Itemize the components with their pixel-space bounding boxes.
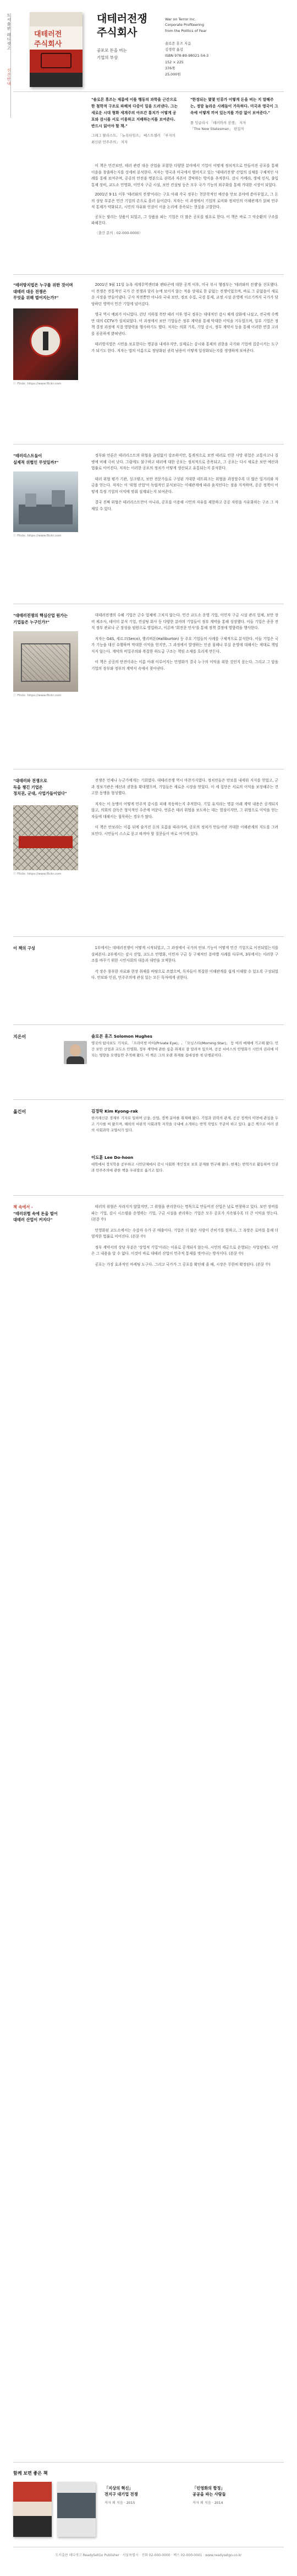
- cover-illustration: [41, 53, 72, 68]
- excerpt-p2: 민영화된 교도소에서는 수감자 수가 곧 매출이다. 기업은 더 많은 사람이 갇히기를 원하고, 그 욕망은 로비를 통해 더 엄격한 법률로 이어진다. (본문 中): [91, 1228, 278, 1239]
- related-book2-title[interactable]: [193, 2485, 226, 2497]
- excerpt-p1: 테러의 위협은 사라지지 않았지만, 그 위협을 관리한다는 명목으로 만들어진 산업은 날로 번창하고 있다. 보안 장비를 파는 기업, 감시 시스템을 운영하는 기업, 구금 시설을 관리하는 기업은 모두 공포가 지속될수록 더 큰 이익을 얻는다. (본문 中): [91, 1205, 278, 1222]
- section5-heading: [13, 945, 84, 952]
- intro: [91, 163, 278, 236]
- section4-heading: [13, 778, 84, 797]
- translator2-block: [91, 1154, 278, 1174]
- book-title-line1: 대테러전쟁: [97, 13, 147, 25]
- intro-tail: 〈출간 문의 : 02-000-0000〉: [95, 230, 143, 235]
- subtitle-line1: 공포로 돈을 버는: [97, 48, 127, 53]
- section1-body: [91, 282, 278, 359]
- section3-heading: [13, 612, 84, 625]
- s1-p2: 영국 역시 예외가 아니었다. 런던 지하철 폭탄 테러 이후 영국 정부는 대대적인 감시 체계 강화에 나섰고, 전국에 수백만 대의 CCTV가 설치되었다. 이 과정에서 보안 기업들은 정부 계약을 통해 막대한 이익을 거두었으며, 일부 기업은 정책 결정 과정에 직접 영향력을 행사하기도 했다. 저자는 의회 기록, 기업 공시, 정부 계약서 등을 통해 이러한 연결 고리를 꼼꼼하게 밝혀낸다.: [91, 312, 278, 336]
- meta-pages: 376쪽: [165, 66, 175, 70]
- excerpt-head-l2: "테러위협 속에 돈을 벌어: [13, 1211, 58, 1216]
- s3-head-l1: "대테러전쟁의 핵심산업 원가는: [13, 613, 68, 618]
- section1-caption: ⓒ Flickr. https://www.flickr.com: [13, 382, 62, 386]
- s4-p1: 전쟁은 언제나 누군가에게는 기회였다. 대테러전쟁 역시 마찬가지였다. 정치인들은 안보를 내세워 지지를 얻었고, 군과 정보기관은 예산과 권한을 확대했으며, 기업들은 새로운 시장을 얻었다. 이 세 집단은 서로의 이익을 보장해주는 견고한 동맹을 형성했다.: [91, 778, 278, 796]
- s4-p2: 저자는 이 동맹이 어떻게 민주적 감시를 피해 작동하는지 추적한다. 기밀 유지라는 명분 아래 계약 내용은 공개되지 않고, 의회의 감독은 형식적인 수준에 머문다. 언론은 테러 위협을 보도하는 데는 열심이지만, 그 위협으로 이익을 얻는 자들에 대해서는 침묵하는 경우가 많다.: [91, 801, 278, 819]
- s4-head-l3: 정치권, 군대, 사업가들이었다": [13, 791, 67, 796]
- meta-author: 솔로몬 휴즈 지음: [165, 41, 191, 46]
- s1-head-l3: 무엇을 위해 벌어지는가?": [13, 295, 59, 301]
- section1-image: [13, 308, 78, 380]
- intro-p1: 이 책은 민간보안, 테러 관련 대응 산업을 포함한 다양한 분야에서 기업이 어떻게 정치적으로 만들어진 공포를 통해 이윤을 창출하는지를 상세히 분석한다. 저자는 영국과 미국에서 벌어지고 있는 '대테러전쟁' 산업의 실체를 구체적인 사례를 통해 보여주며, 공공의 안전을 명분으로 권력과 자본이 결탁하는 방식을 추적한다. 감시 카메라, 생체 인식, 출입 통제 장비, 교도소 민영화, 이민자 구금 시설, 보안 컨설팅 등은 모두 국가 기능의 외주화를 통해 거대한 시장이 되었다.: [91, 164, 278, 187]
- divider: [13, 1024, 284, 1025]
- cover-title-line2: 주식회사: [34, 40, 62, 48]
- s1-head-l2: 대테러 대응 전쟁은: [13, 289, 47, 294]
- s3-head-l2: 기업들은 누구인가?": [13, 619, 50, 625]
- section2-heading: [13, 453, 84, 465]
- quote-right: [190, 97, 278, 132]
- s2-p1: 정부와 언론은 테러리스트의 위협을 끊임없이 강조하지만, 통계적으로 보면 테러로 인한 사망 위험은 교통사고나 질병에 비해 극히 낮다. 그럼에도 불구하고 테러에 대한 공포는 정치적으로 증폭되고, 그 공포는 다시 새로운 보안 예산과 법률로 이어진다. 저자는 이러한 공포의 정치가 어떻게 생산되고 유통되는지 분석한다.: [91, 453, 278, 471]
- s3-p3: 이 책은 공공의 안전이라는 이름 아래 이루어지는 민영화가 결국 누구의 이익을 위한 것인지 묻는다. 그리고 그 답을 기업의 장부와 정부의 계약서 속에서 찾아낸다.: [91, 660, 278, 671]
- s2-head-l1: "테러리스트들이: [13, 453, 42, 458]
- author-bio: 영국의 탐사보도 기자로, 「프라이빗 아이(Private Eye)」, 「모닝스타(Morning Star)」 등 여러 매체에 기고해 왔다. 민간 보안 산업과 교도소 민영화, 정부 계약에 관한 심층 취재로 잘 알려져 있으며, 공공 서비스의 민영화가 시민의 권리에 미치는 영향을 오랫동안 추적해 왔다. 이 책은 그의 오랜 취재를 집대성한 첫 단행본이다.: [91, 1040, 278, 1057]
- section4-image: [13, 805, 78, 870]
- divider: [13, 1195, 284, 1196]
- vertical-tab: [4, 13, 11, 118]
- en-line3: from the Politics of Fear: [165, 28, 207, 33]
- book-title-line2: 주식회사: [97, 26, 138, 39]
- related-book2-title-l1: 「민영화의 함정」: [193, 2486, 225, 2491]
- quote-right-source2: 「The New Statesman」 편집자: [190, 126, 244, 131]
- new-release-vertical-label: 신간안내: [7, 68, 12, 86]
- related-book1-title[interactable]: [105, 2485, 138, 2497]
- divider: [13, 936, 284, 937]
- related-book1-cover[interactable]: [13, 2482, 52, 2537]
- s1-head-l1: "테러방지법은 누구를 위한 것이며: [13, 283, 73, 288]
- translator1-bio: 한겨레신문 경제부 기자로 일하며 금융, 산업, 정책 분야를 취재해 왔다. 기업과 권력의 관계, 공공 정책의 이면에 관심을 두고 기사를 써 왔으며, 해외의 비판적 사회과학 저작을 국내에 소개하는 번역 작업도 꾸준히 하고 있다. 옮긴 책으로 여러 권의 사회과학 교양서가 있다.: [91, 1115, 278, 1132]
- section4-body: [91, 778, 278, 842]
- s3-p2: 저자는 G4S, 세르코(Serco), 핼리버튼(Halliburton) 등 주요 기업들의 사례를 구체적으로 분석한다. 이들 기업은 국가 기능을 대신 수행하며 막대한 이익을 얻지만, 그 과정에서 발생하는 인권 침해나 부실 운영에 대해서는 제대로 책임지지 않는다. 계약의 비밀주의와 복잡한 하도급 구조는 책임 소재를 흐리게 만든다.: [91, 636, 278, 654]
- s3-p1: 대테러전쟁의 수혜 기업은 군수 업체에 그치지 않는다. 민간 교도소 운영 기업, 이민자 구금 시설 관리 업체, 보안 장비 제조사, 데이터 분석 기업, 컨설팅 회사 등 다양한 분야의 기업들이 정부 계약을 통해 성장했다. 이들 기업은 종종 전직 정부 관료나 군 장성을 임원으로 영입하고, 이른바 '회전문 인사'를 통해 정책 결정에 영향력을 행사한다.: [91, 613, 278, 631]
- translator2-bio: 대학에서 정치학을 공부하고 시민단체에서 감시 사회와 개인정보 보호 문제를 연구해 왔다. 현재는 번역가로 활동하며 인권과 민주주의에 관한 책을 우리말로 옮기고 있다.: [91, 1162, 278, 1173]
- divider: [13, 2462, 284, 2463]
- en-line1: War on Terror Inc.: [165, 17, 196, 21]
- translator1-block: [91, 1108, 278, 1134]
- book-subtitle: [97, 47, 127, 61]
- s5-p1: 1부에서는 대테러전쟁이 어떻게 시작되었고, 그 과정에서 국가의 안보 기능이 어떻게 민간 기업으로 이전되었는지를 살펴본다. 2부에서는 감시 산업, 교도소 민영화, 이민자 구금 등 구체적인 분야별 사례를 다루며, 3부에서는 이러한 구조를 바꾸기 위한 시민사회의 대응과 대안을 모색한다.: [91, 946, 278, 963]
- s5-head-l1: 이 책의 구성: [13, 946, 35, 951]
- meta-isbn: ISBN 978-89-98021-54-3: [165, 53, 209, 58]
- excerpt-head-l1: 책 속에서 -: [13, 1205, 33, 1210]
- book-english-title: [165, 17, 207, 34]
- meta-price: 25,000원: [165, 72, 181, 77]
- section2-body: [91, 453, 278, 517]
- section3-image: [13, 631, 78, 692]
- author-label: 지은이: [13, 1034, 26, 1039]
- quote-left-text: "솔로몬 휴즈는 제롬에 이를 행동의 과학을 근간으로 한 철학적 구조로 파헤쳐 다중이 밀을 드러낸다. 그는 새로운 시대 형화 세계주의 아프간 통치가 어떻게 공포와 감시를 서로 이용하고 지배하는지를 보여준다. 반드시 읽어야 할 책.": [91, 97, 178, 128]
- author-block: [91, 1033, 278, 1059]
- cover-title-line1: 대테러전: [34, 30, 62, 39]
- meta-size: 152 × 225: [165, 59, 184, 64]
- s1-p3: 테러방지법은 시민을 보호한다는 명분을 내세우지만, 실제로는 감시와 통제의 권한을 국가와 기업에 집중시키는 도구가 되기도 한다. 저자는 법의 이름으로 정당화된 권력 남용이 어떻게 일상화되는지를 생생하게 보여준다.: [91, 342, 278, 353]
- excerpt-p3: 정부 계약서의 상당 부분은 '상업적 기밀'이라는 이유로 공개되지 않는다. 시민의 세금으로 운영되는 사업임에도 시민은 그 내용을 알 수 없다. 이것이 바로 대테러 산업이 민주적 통제를 벗어나는 방식이다. (본문 中): [91, 1245, 278, 1256]
- section5-body: [91, 945, 278, 986]
- book-cover-image: [30, 12, 82, 87]
- related-book2-meta: 저자 외 지음 · 2014: [193, 2501, 223, 2505]
- related-book2-title-l2: 공공을 파는 사람들: [193, 2492, 226, 2497]
- excerpt-body: [91, 1204, 278, 1272]
- footer-text: 도서출판 레디셋고 ReadySetGo Publisher · 서울특별시 · 전화 02-000-0000 · 팩스 02-000-0001 · www.readysetgo.co.kr: [55, 2553, 242, 2557]
- quote-right-text: "한정되는 몇몇 인류가 어떻게 돈을 버는 지 말해주는, 정말 놀라운 사례들이 가득하다. 미국과 영국이 그 속에 어떻게 끼여 있는지를 가감 없이 보여준다.": [190, 97, 278, 115]
- excerpt-p4: 공포는 가장 효과적인 마케팅 도구다. 그리고 국가가 그 공포를 확인해 줄 때, 시장은 무한히 확장된다. (본문 中): [95, 1262, 271, 1267]
- book-title: [97, 12, 147, 39]
- s5-p2: 각 장은 풍부한 자료와 현장 취재를 바탕으로 쓰였으며, 독자들이 복잡한 이해관계를 쉽게 이해할 수 있도록 구성되었다. 안보와 인권, 민주주의에 관심 있는 모든 독자에게 권한다.: [91, 969, 278, 980]
- s2-p3: 결국 진짜 위협은 테러리스트만이 아니라, 공포를 이용해 시민의 자유를 제한하고 공공 자원을 사유화하는 구조 그 자체일 수 있다.: [91, 500, 278, 511]
- section4-caption: ⓒ Flickr. https://www.flickr.com: [13, 872, 62, 876]
- divider: [13, 274, 284, 275]
- section1-heading: [13, 282, 84, 301]
- translator2-name: 이도훈 Lee Do-hoon: [91, 1155, 134, 1160]
- related-book1-title-l2: 전지구 대기업 전쟁: [105, 2492, 138, 2497]
- author-name: 솔로몬 휴즈 Solomon Hughes: [91, 1034, 152, 1039]
- book-meta: [165, 41, 208, 78]
- translator1-name: 김경락 Kim Kyong-rak: [91, 1109, 138, 1114]
- s4-head-l1: "대테러와 전쟁으로: [13, 778, 47, 783]
- related-book2-cover[interactable]: [57, 2482, 96, 2537]
- quote-left-source: 그레그 팔라스트, 「뉴욕타임즈」 베스트셀러 「부자의 최신판 민주주의」 저자: [91, 133, 175, 144]
- en-line2: Corporate Profiteering: [165, 23, 205, 28]
- s4-p3: 이 책은 안보라는 이름 뒤에 숨겨진 돈의 흐름을 따라가며, 공포의 정치가 만들어낸 거대한 이해관계의 지도를 그려 보인다. 시민들이 스스로 묻고 따져야 할 질문들이 바로 여기에 있다.: [91, 825, 278, 836]
- intro-p2: 2001년 9·11 이후 '테러와의 전쟁'이라는 구호 아래 각국 정부는 천문학적인 예산을 안보 분야에 쏟아부었고, 그 돈의 상당 부분은 민간 기업의 손으로 흘러 들어갔다. 저자는 이 과정에서 기업의 로비와 정치인의 이해관계가 얽혀 민주적 통제가 약화되고, 시민의 자유와 인권이 이윤 논리에 종속되는 현실을 고발한다.: [91, 192, 278, 210]
- divider: [13, 1099, 284, 1100]
- author-photo: [64, 1041, 87, 1064]
- related-book1-meta: 저자 외 지음 · 2015: [105, 2501, 135, 2505]
- subtitle-line2: 기업의 부상: [97, 55, 118, 60]
- s4-head-l2: 득을 챙긴 기업은: [13, 784, 43, 790]
- section3-body: [91, 612, 278, 676]
- excerpt-heading: [13, 1204, 84, 1223]
- translator-label: 옮긴이: [13, 1109, 26, 1114]
- related-book1-title-l1: 「지상의 혁신」: [105, 2486, 133, 2491]
- section2-image: [13, 471, 78, 532]
- section3-caption: ⓒ Flickr. https://www.flickr.com: [13, 694, 62, 697]
- intro-p3: 공포는 팔리는 상품이 되었고, 그 상품을 파는 기업은 더 많은 공포를 필요로 한다. 이 책은 바로 그 악순환의 구조를 파헤친다.: [91, 214, 278, 226]
- meta-translator: 김경락 옮김: [165, 47, 183, 52]
- s2-head-l2: 실제적 위협인 무엇일까?": [13, 459, 59, 465]
- related-label: 함께 보면 좋은 책: [13, 2471, 48, 2476]
- quote-left: [91, 97, 179, 145]
- s1-p1: 2001년 9월 11일 뉴욕 세계무역센터와 펜타곤에 대한 공격 이후, 미국 부시 행정부는 '테러와의 전쟁'을 선포했다. 이 전쟁은 전통적인 국가 간 전쟁과 달리 눈에 보이지 않는 적을 상대로 한 끝없는 전쟁이었으며, 바로 그 끝없음이 새로운 시장을 만들어냈다. 군사 작전뿐만 아니라 국내 보안, 정보 수집, 국경 통제, 교정 시설 운영에 이르기까지 국가가 담당하던 영역이 민간 기업에 넘어갔다.: [91, 283, 278, 306]
- publisher-vertical-label: 도서출판 레디셋고: [7, 13, 12, 51]
- section2-caption: ⓒ Flickr. https://www.flickr.com: [13, 534, 62, 538]
- divider: [13, 91, 284, 92]
- s2-p2: 테러 위협 평가 기관, 싱크탱크, 보안 전문가들로 구성된 거대한 네트워크는 위협을 과장할수록 더 많은 일거리와 자금을 얻는다. 저자는 이 '위협 산업'이 독립적인 분석보다는 이해관계에 따라 움직인다는 점을 지적하며, 공공 정책이 어떻게 특정 기업의 이익에 맞춰 설계되는지 보여준다.: [91, 476, 278, 494]
- excerpt-head-l3: 대테러 산업이 커지다": [13, 1217, 53, 1223]
- quote-right-source: 폴 잉글리시 「테러와의 전쟁」 저자: [190, 120, 246, 125]
